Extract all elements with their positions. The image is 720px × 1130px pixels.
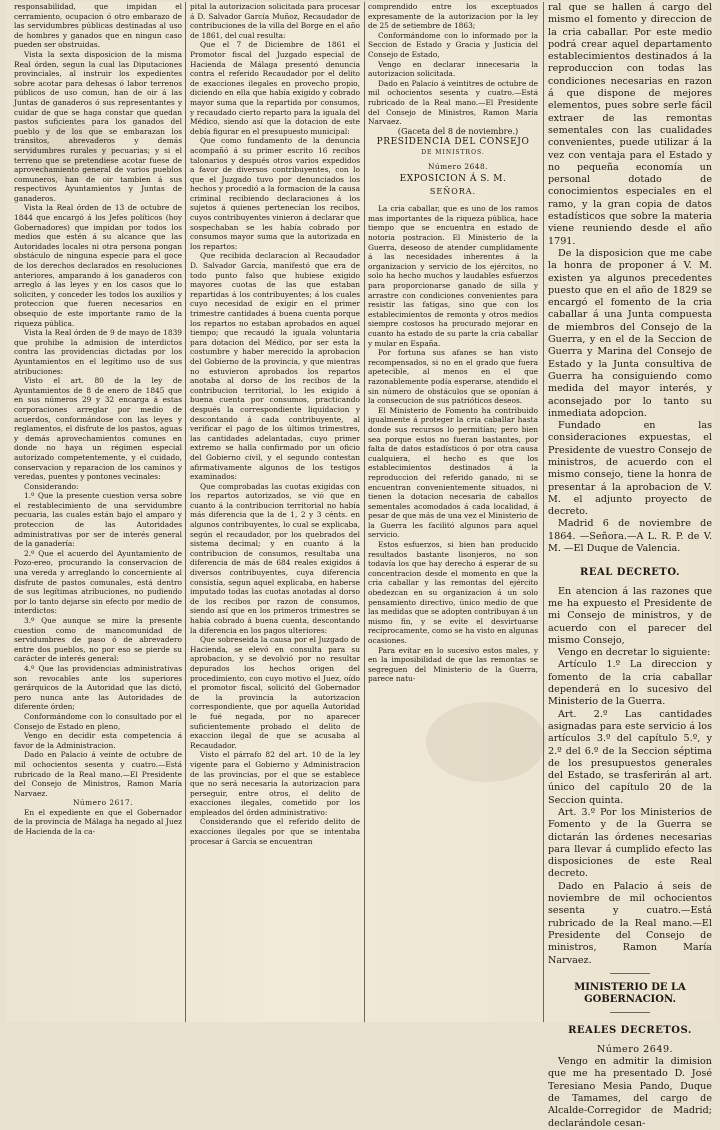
- decree-number: Número 2648.: [427, 161, 489, 171]
- paragraph: El Ministerio de Fomento ha contribuido igualmente á proteger la cria caballar hasta donde sus recursos lo permitían; pero bien sea porque estos no fueran bastantes, por falta de datos estadísticos ó por otra causa cualquiera, el hecho es que los establecimientos destinados á la reproduccion del referido ganado, ni se encuentran convenientemente situados, ni tienen la dotacion necesaria de caballos sementales acomodados á cada localidad, á pesar de que más de una vez el Ministerio de la Guerra les facilitó algunos para aquel servicio.: [368, 405, 539, 540]
- salutation: SEÑORA.: [429, 186, 477, 196]
- paragraph: Vista la Real órden de 13 de octubre de 1844 que encargó á los Jefes políticos (hoy Gobernadores) que impidan por todos los medios que estén á su alcance que las Autoridades locales ni otra persona pongan obstáculo de ninguna especie para el goce de los derechos declarados en resoluciones anteriores, amparando á los ganaderos con arreglo á las leyes y en los casos que lo soliciten, y conceder les todos los auxilios y proteccion que fueren necesarios en obsequio de este importante ramo de la riqueza pública.: [14, 203, 182, 328]
- paragraph: Madrid 6 de noviembre de 1864. —Señora.—A L. R. P. de V. M. —El Duque de Valencia.: [548, 518, 712, 555]
- section-subheading: DE MINISTROS.: [421, 148, 485, 156]
- section-heading: PRESIDENCIA DEL CONSEJO: [376, 137, 530, 148]
- paragraph: 2.º Que el acuerdo del Ayuntamiento de Pozo-ereo, procurando la conservacion de una vereda y arreglando lo concerniente al disfrute de pastos comunales, está dentro de sus legítimas atribuciones, no pudiendo por lo tanto dejarse sin efecto por medio de interdictos:: [14, 548, 182, 616]
- paragraph: Considerando:: [24, 481, 79, 491]
- paragraph: Dado en Palacio á veinte de octubre de mil ochocientos sesenta y cuatro.—Está rubricado de la Real mano.—El Presidente del Consejo de Ministros, Ramon María Narvaez.: [14, 750, 182, 798]
- paragraph: pital la autorizacion solicitada para procesar á D. Salvador García Muñoz, Recaudador de contribuciones de la villa del Borge en el año de 1861, del cual resulta:: [190, 2, 360, 40]
- column-2: [190, 2, 360, 1020]
- paragraph: En el expediente en que el Gobernador de la provincia de Málaga ha negado al Juez de Hacienda de la ca-: [14, 807, 182, 837]
- paragraph: ral que se hallen á cargo del mismo el fomento y direccion de la cria caballar. Por este medio podrá crear aquel departamento establecimientos destinados á la reproduccion con todas las condiciones necesarias en razon á que dispone de mejores elementos, pues sobre serle fácil extraer de las remontas sementales con las cualidades convenientes, puede utilizar á la vez con ventaja para el Estado y no pequeña economía un personal dotado de conocimientos especiales en el ramo, y la gran copia de datos estadísticos que sobre la materia viene reuniendo desde el año 1791.: [548, 2, 712, 247]
- paragraph: Que sobreseida la causa por el Juzgado de Hacienda, se elevó en consulta para su aprobacion, y se devolvió por no resultar depurados los hechos origen del procedimiento, con cuyo motivo el Juez, oído el promotor fiscal, solicitó del Gobernador de la provincia la autorizacion correspondiente, que por aquella Autoridad le fué negada, por no aparecer suficientemente probado el delito de exaccion ilegal de que se acusaba al Recaudador.: [190, 635, 360, 750]
- paragraph: Vengo en admitir la dimision que me ha presentado D. José Teresiano Mesia Pando, Duque de Tamames, del cargo de Alcalde-Corregidor de Madrid; declarándole cesan-: [548, 1056, 712, 1129]
- paragraph: 1.º Que la presente cuestion versa sobre el restablecimiento de una servidumbre pecuaria, las cuales están bajo el amparo y proteccion de las Autoridades administrativas por ser de interés general de la ganadería:: [14, 491, 182, 549]
- paragraph: De la disposicion que me cabe la honra de proponer á V. M. existen ya algunos precedentes puesto que en el año de 1829 se encargó el fomento de la cria caballar á una Junta compuesta de miembros del Consejo de la Guerra, y en el de la Seccion de Guerra y Marina del Consejo de Estado y la Junta consultiva de Guerra ha consiguiendo como medida del mayor interés, y aconsejado por lo tanto su inmediata adopcion.: [548, 247, 712, 419]
- paragraph: Art. 3.º Por los Ministerios de Fomento y de la Guerra se dictarán las órdenes necesarias para llevar á cumplido efecto las disposiciones de este Real decreto.: [548, 807, 712, 880]
- column-rule: [185, 2, 186, 1022]
- ministry-heading: MINISTERIO DE LA GOBERNACION.: [574, 981, 686, 1006]
- paragraph: Vengo en decidir esta competencia á favor de la Administracion.: [14, 731, 182, 750]
- paragraph: responsabilidad, que impidan el cerramiento, ocupacion ó otro embarazo de las servidumbres públicas destinadas al uso de hombres y ganados que en ningun caso pueden ser obstruidas.: [14, 2, 182, 50]
- royal-decree-heading: REAL DECRETO.: [580, 567, 680, 579]
- column-4: [548, 2, 712, 1129]
- paragraph: Vengo en decretar lo siguiente:: [558, 647, 711, 659]
- column-3: [368, 2, 538, 1020]
- paragraph: 4.º Que las providencias administrativas son revocables ante los superiores gerárquicos de la Autoridad que las dictó, pero nunca ante las Autoridades de diferente órden;: [14, 663, 182, 712]
- paragraph: Por fortuna sus afanes se han visto recompensados, si no en el grado que fuera apetecible, al menos en el que razonablemente podía esperarse, atendido el sin número de obstáculos que se oponían á la consecucion de sus patrióticos deseos.: [368, 348, 538, 406]
- paragraph: Dado en Palacio á seis de noviembre de mil ochocientos sesenta y cuatro.—Está rubricado de la Real mano.—El Presidente del Consejo de ministros, Ramon María Narvaez.: [548, 880, 712, 966]
- paragraph: En atencion á las razones que me ha expuesto el Presidente de mi Consejo de ministros, y de acuerdo con el parecer del mismo Consejo,: [548, 585, 712, 646]
- paragraph: Que recibida declaracion al Recaudador D. Salvador García, manifestó que era de todo punto falso que hubiese exigido mayores cuotas de las que estaban repartidas á los contribuyentes; á los cuales cuyo necesidad de exigir en el primer trimestre cantidades á buena cuenta porque los repartos no estaban aprobados en aquel tiempo; que recaudó la iguala voluntaria para dotacion del Médico, por ser esta la costumbre y haber merecido la aprobacion del Gobierno de la provincia, y que mientras no estuvieron aprobados los repartos anotaba al dorso de los recibos de la contribucion territorial, lo les exigido á buena cuenta por consumos, practicando después la correspondiente liquidacion y descontando á cada contribuyente, al verificar el pago de los últimos trimestres, las cantidades adelantadas, cuyo primer extremo se halla confirmado por un oficio del Gobierno civil, y el segundo contestan afirmativamente algunos de los testigos examinados:: [190, 251, 360, 482]
- column-rule: [364, 2, 365, 1022]
- paragraph: Artículo 1.º La direccion y fomento de la cria caballar dependerá en lo sucesivo del Ministerio de la Guerra.: [548, 659, 712, 708]
- paragraph: Conformándome con lo consultado por el Consejo de Estado en pleno,: [14, 711, 182, 731]
- paragraph: Visto el art. 80 de la ley de Ayuntamientos de 8 de enero de 1845 que en sus números 29 y 32 encarga á estas corporaciones arreglar por medio de acuerdos, conformándose con las leyes y reglamentos, el disfrute de los pastos, aguas y demás aprovechamientos comunes en donde no haya un régimen especial autorizado competentemente, y el cuidado, conservacion y reparacion de los caminos y veredas, puentes y pontones vecinales:: [14, 376, 182, 482]
- decree-number: Número 2649.: [596, 1043, 674, 1055]
- column-rule: [543, 2, 544, 1022]
- decree-number: Número 2617.: [72, 798, 134, 808]
- paragraph: Para evitar en lo sucesivo estos males, y en la imposibilidad de que las remontas se segreguen del Ministerio de la Guerra, parece natu-: [368, 645, 538, 684]
- column-1: [14, 2, 182, 1020]
- paragraph: Considerando que el referido delito de exacciones ilegales por que se intentaba procesar á García se encuentran: [190, 817, 360, 846]
- exposition-heading: EXPOSICION Á S. M.: [399, 174, 507, 185]
- paragraph: Vista la sexta disposicion de la misma Real órden, segun la cual las Diputaciones provinciales, al instruir los expedientes sobre acotar para dehesas ó labor terrenos públicos de uso comun, han de oir á las Juntas de ganaderos ó sus representantes y cuidar de que se haga constar que quedan pastos suficientes para los ganados del pueblo y de los que se embarazan los tránsitos, abrevaderos y demás servidumbres rurales y pecuarias; y si el terreno que se pretendiese acotar fuese de aprovechamiento general de varios pueblos comuneros, han de oir tambien á sus respectivos Ayuntamientos y Juntas de ganaderos.: [14, 49, 182, 203]
- paragraph: Vengo en declarar innecesaria la autorizacion solicitada.: [368, 59, 538, 79]
- paragraph: Vista la Real órden de 9 de mayo de 1839 que prohibe la admision de interdictos contra las providencias dictadas por los Ayuntamientos en el legítimo uso de sus atribuciones:: [14, 328, 182, 376]
- newspaper-page: [6, 2, 714, 1129]
- paragraph: 3.º Que aunque se mire la presente cuestion como de mancomunidad de servidumbres de paso ó de abrevadero entre dos pueblos, no por eso se pierde su carácter de interés general:: [14, 616, 182, 664]
- gaceta-reference: (Gaceta del 8 de noviembre.): [397, 125, 519, 136]
- paragraph: Que como fundamento de la denuncia acompañó á su primer escrito 16 recibos talonarios y después otros varios expedidos a favor de diversos contribuyentes, con lo que el Juzgado tuvo por denunciados los hechos y procedió a la formacion de la causa criminal recibiendo declaraciones á los sujetos á quienes pertenecían los recibos, cuyos contribuyentes vinieron á declarar que sospechaban se les había cobrado por consumos mayor suma que la autorizada en los repartos:: [190, 136, 360, 251]
- paragraph: Que comprobadas las cuotas exigidas con los repartos autorizados, se vió que en cuanto á la contribucion territorial no había más diferencia que la de 1, 2 y 3 cénts. en algunos contribuyentes, lo cual se explicaba, según el recaudador, por los quebrados del sistema decimal; y en cuanto á la contribucion de consumos, resultaba una diferencia de más de 684 reales exigidos á diversos contribuyentes, cuya diferencia consistía, segun aquel explicaba, en haberse imputado todas las cuotas anotadas al dorso de los recibos por razon de consumos, siendo así que en los primeros trimestres se había cobrado á buena cuenta, descontando la diferencia en los pagos ulteriores:: [190, 481, 360, 635]
- paragraph: Visto el párrafo 82 del art. 10 de la ley vigente para el Gobierno y Administracion de las provincias, por el que se establece que no será necesaria la autorizacion para perseguir, entre otros, el delito de exacciones ilegales, cometido por los empleados del órden administrativo:: [190, 750, 360, 817]
- paragraph: Que el 7 de Diciembre de 1861 el Promotor fiscal del Juzgado especial de Hacienda de Málaga presentó denuncia contra el referido Recaudador por el delito de exacciones ilegales en provecho propio, diciendo en ella que había exigido y cobrado mayor suma que la repartida por consumos, y recaudado cierto reparto para la iguala del Médico, siendo así que la dotacion de este debía figurar en el presupuesto municipal:: [190, 40, 360, 136]
- paragraph: La cria caballar, que es uno de los ramos mas importantes de la riqueza pública, hace tiempo que se encuentra en estado de notoria postracion. El Ministerio de la Guerra, deseoso de atender cumplidamente á las necesidades inherentes á la organizacion y servicio de los ejércitos, no solo ha hecho muchos y laudables esfuerzos para proporcionarse ganado de silla y arrastre con condiciones convenientes para resistir las fatigas, sino que con los establecimientos de remonta y otros medios siempre costosos ha procurado mejorar en cuanto ha estado de su parte la cria caballar y mular en España.: [368, 204, 538, 348]
- paragraph: Fundado en las consideraciones expuestas, el Presidente de vuestro Consejo de ministros, de acuerdo con el mismo consejo, tiene la honra de presentar á la aprobacion de V. M. el adjunto proyecto de decreto.: [548, 420, 712, 518]
- paragraph: Conformándome con lo informado por la Seccion de Estado y Gracia y Justicia del Consejo de Estado,: [368, 30, 538, 59]
- paragraph: Estos esfuerzos, si bien han producido resultados bastante lisonjeros, no son todavía los que hay derecho á esperar de su concentracion desde el momento en que la cria caballar y las remontas del ejército obedezcan en su organizacion á un solo pensamiento directivo, único medio de que las medidas que se adopten contribuyan á un mismo fin, y se evite el desvirtuarse recíprocamente, como se ha visto en algunas ocasiones.: [368, 540, 538, 645]
- paragraph: Dado en Palacio á veintitres de octubre de mil ochocientos sesenta y cuatro.—Está rubricado de la Real mano.—El Presidente del Consejo de Ministros, Ramon María Narvaez.: [368, 78, 538, 127]
- divider: [610, 973, 650, 974]
- divider: [610, 1012, 650, 1013]
- royal-decrees-heading: REALES DECRETOS.: [568, 1025, 692, 1037]
- paragraph: Art. 2.º Las cantidades asignadas para este servicio á los artículos 3.º del capítulo 5.º, y 2.º del 6.º de la Seccion séptima de los presupuestos generales del Estado, se trasferirán al art. único del capítulo 20 de la Seccion quinta.: [548, 708, 712, 806]
- paragraph: comprendido entre los exceptuados expresamente de la autorizacion por la ley de 25 de setiembre de 1863;: [368, 2, 538, 31]
